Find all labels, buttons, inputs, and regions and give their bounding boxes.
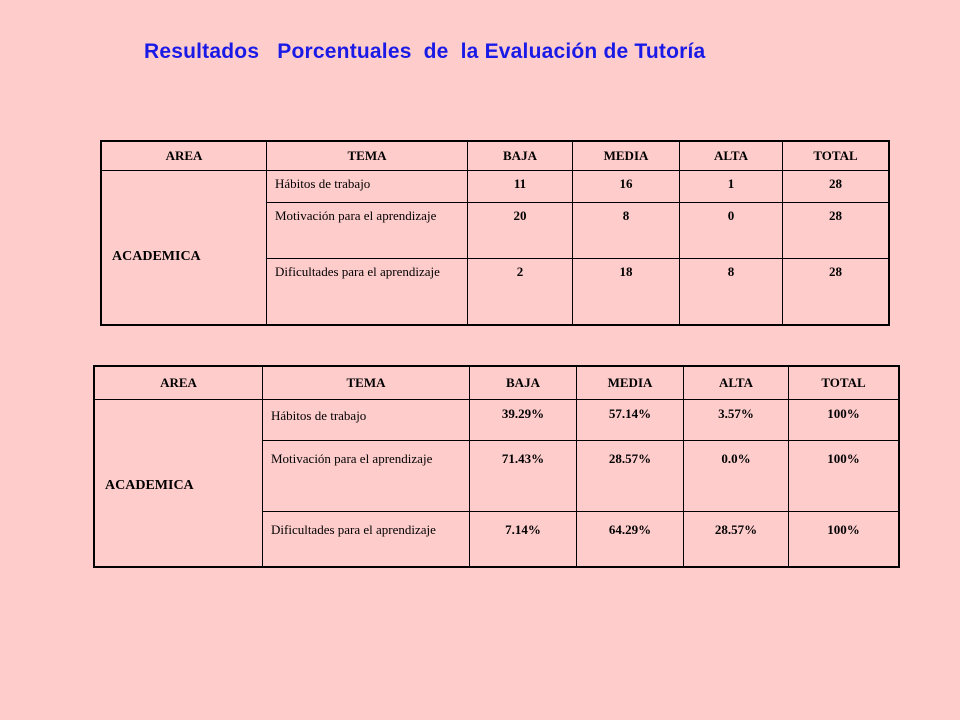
tema-cell: Dificultades para el aprendizaje: [263, 512, 470, 567]
total-cell: 28: [783, 171, 889, 203]
header-tema: TEMA: [263, 367, 470, 400]
tema-cell: Hábitos de trabajo: [267, 171, 468, 203]
header-media: MEDIA: [573, 142, 680, 171]
header-alta: ALTA: [684, 367, 789, 400]
table-row: [102, 171, 889, 203]
header-baja: BAJA: [468, 142, 573, 171]
table-row: [95, 400, 899, 441]
media-cell: 16: [573, 171, 680, 203]
header-total: TOTAL: [789, 367, 899, 400]
total-cell: 28: [783, 259, 889, 325]
media-cell: 8: [573, 203, 680, 259]
header-alta: ALTA: [680, 142, 783, 171]
total-cell: 100%: [789, 441, 899, 512]
header-area: AREA: [102, 142, 267, 171]
media-cell: 64.29%: [577, 512, 684, 567]
baja-cell: 2: [468, 259, 573, 325]
alta-cell: 28.57%: [684, 512, 789, 567]
media-cell: 28.57%: [577, 441, 684, 512]
tema-cell: Dificultades para el aprendizaje: [267, 259, 468, 325]
header-area: AREA: [95, 367, 263, 400]
alta-cell: 0: [680, 203, 783, 259]
area-cell: ACADEMICA: [95, 400, 263, 567]
percent-table: [94, 366, 899, 567]
area-cell: ACADEMICA: [102, 171, 267, 325]
baja-cell: 11: [468, 171, 573, 203]
media-cell: 18: [573, 259, 680, 325]
counts-table: [101, 141, 889, 325]
media-cell: 57.14%: [577, 400, 684, 441]
header-tema: TEMA: [267, 142, 468, 171]
header-total: TOTAL: [783, 142, 889, 171]
page-title: Resultados Porcentuales de la Evaluación de Tutoría: [144, 40, 706, 63]
header-row: [102, 142, 889, 171]
alta-cell: 3.57%: [684, 400, 789, 441]
total-cell: 100%: [789, 512, 899, 567]
tema-cell: Motivación para el aprendizaje: [267, 203, 468, 259]
baja-cell: 20: [468, 203, 573, 259]
alta-cell: 0.0%: [684, 441, 789, 512]
baja-cell: 39.29%: [470, 400, 577, 441]
baja-cell: 7.14%: [470, 512, 577, 567]
total-cell: 28: [783, 203, 889, 259]
tema-cell: Hábitos de trabajo: [263, 400, 470, 441]
alta-cell: 8: [680, 259, 783, 325]
total-cell: 100%: [789, 400, 899, 441]
alta-cell: 1: [680, 171, 783, 203]
header-baja: BAJA: [470, 367, 577, 400]
header-row: [95, 367, 899, 400]
tema-cell: Motivación para el aprendizaje: [263, 441, 470, 512]
baja-cell: 71.43%: [470, 441, 577, 512]
header-media: MEDIA: [577, 367, 684, 400]
